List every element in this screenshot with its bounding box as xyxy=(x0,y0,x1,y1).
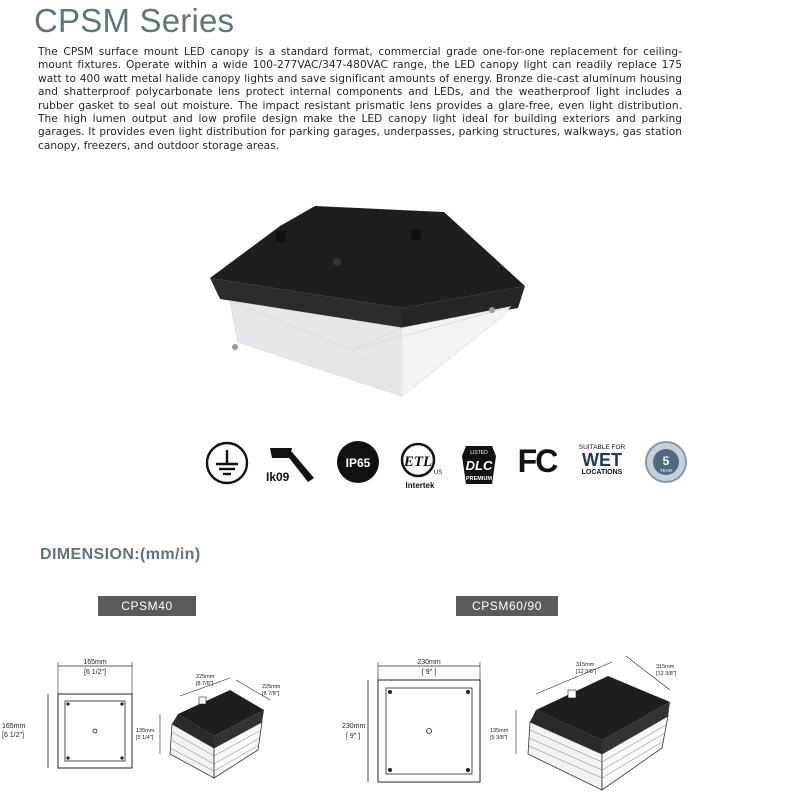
cpsm60-persp-w2: 315mm xyxy=(656,664,675,670)
cpsm60-drawing xyxy=(340,650,700,800)
warranty-word: YEAR xyxy=(659,468,673,473)
cpsm40-persp-w2-in: [8 7/8"] xyxy=(262,691,280,697)
dlc-premium-icon xyxy=(456,440,502,490)
warranty-badge-icon xyxy=(644,440,688,484)
cpsm40-depth-mm: 135mm xyxy=(136,728,155,734)
cpsm60-persp-w1: 315mm xyxy=(576,662,595,668)
wet-line2: WET xyxy=(582,450,622,470)
cpsm60-depth-mm: 135mm xyxy=(490,728,509,734)
product-photo xyxy=(192,200,552,430)
page-title: CPSM Series xyxy=(34,2,235,39)
dimension-heading: DIMENSION:(mm/in) xyxy=(40,546,201,563)
cpsm60-width-mm: 230mm xyxy=(417,659,441,666)
cpsm40-persp-w2: 225mm xyxy=(262,684,281,690)
cpsm40-depth-in: [5 1/4"] xyxy=(136,735,154,741)
tab-cpsm40: CPSM40 xyxy=(98,596,196,616)
cpsm40-persp-w1-in: [8 7/8"] xyxy=(196,681,214,687)
dlc-premium-label: PREMIUM xyxy=(466,476,492,482)
etl-listed-icon xyxy=(398,440,444,490)
cpsm40-width-mm: 165mm xyxy=(83,659,107,666)
fcc-icon xyxy=(512,440,562,480)
intertek-label: Intertek xyxy=(405,481,435,490)
cpsm40-height-in: [6 1/2"] xyxy=(2,732,24,739)
wet-line1: SUITABLE FOR xyxy=(578,444,626,451)
certification-icons xyxy=(204,440,694,496)
etl-us-label: US xyxy=(433,470,443,476)
warranty-number: 5 xyxy=(662,454,670,468)
ip-rating-label: IP65 xyxy=(345,456,371,470)
dlc-main-label: DLC xyxy=(465,458,493,473)
cpsm60-persp-w2-in: [12 3/8"] xyxy=(656,671,677,677)
wet-line3: LOCATIONS xyxy=(581,469,623,476)
ik-rating-label: Ik09 xyxy=(266,470,290,484)
dlc-top-label: LISTED xyxy=(470,450,488,456)
cpsm40-height-mm: 165mm xyxy=(2,723,26,730)
cpsm60-depth-in: [5 3/8"] xyxy=(490,735,508,741)
cpsm60-persp-w1-in: [12 3/8"] xyxy=(576,669,597,675)
svg-text:ETL: ETL xyxy=(403,454,433,470)
wet-location-badge xyxy=(572,444,632,476)
cpsm60-height-mm: 230mm xyxy=(342,723,366,730)
cpsm40-persp-w1: 225mm xyxy=(196,674,215,680)
product-description: The CPSM surface mount LED canopy is a standard format, commercial grade one-for-one replacement for ceiling-mount fixtures. Operate within a wide 100-277VAC/347-480VAC range, the LED canopy light can readily replace 175 watt to 400 watt metal halide canopy lights and save significant amounts of energy. Bronze die-cast aluminum housing and shatterproof polycarbonate lens protect internal components and LEDs, and the weatherproof light includes a rubber gasket to seal out moisture. The impact resistant prismatic lens provides a glare-free, even light distribution. The high lumen output and low profile design make the LED canopy light ideal for building exteriors and parking garages. It provides even light distribution for parking garages, underpasses, parking structures, walkways, gas station canopy, freezers, and outdoor storage areas. xyxy=(38,46,682,152)
ip-rating-icon xyxy=(336,440,380,484)
cpsm60-height-in: [ 9" ] xyxy=(346,733,361,740)
cpsm60-width-in: [ 9" ] xyxy=(421,669,437,676)
tab-cpsm60-90: CPSM60/90 xyxy=(456,596,558,616)
cpsm40-width-in: [6 1/2"] xyxy=(84,669,106,676)
cpsm40-drawing xyxy=(0,650,330,800)
ground-symbol-icon xyxy=(204,440,250,486)
fcc-label: FC xyxy=(517,443,557,479)
